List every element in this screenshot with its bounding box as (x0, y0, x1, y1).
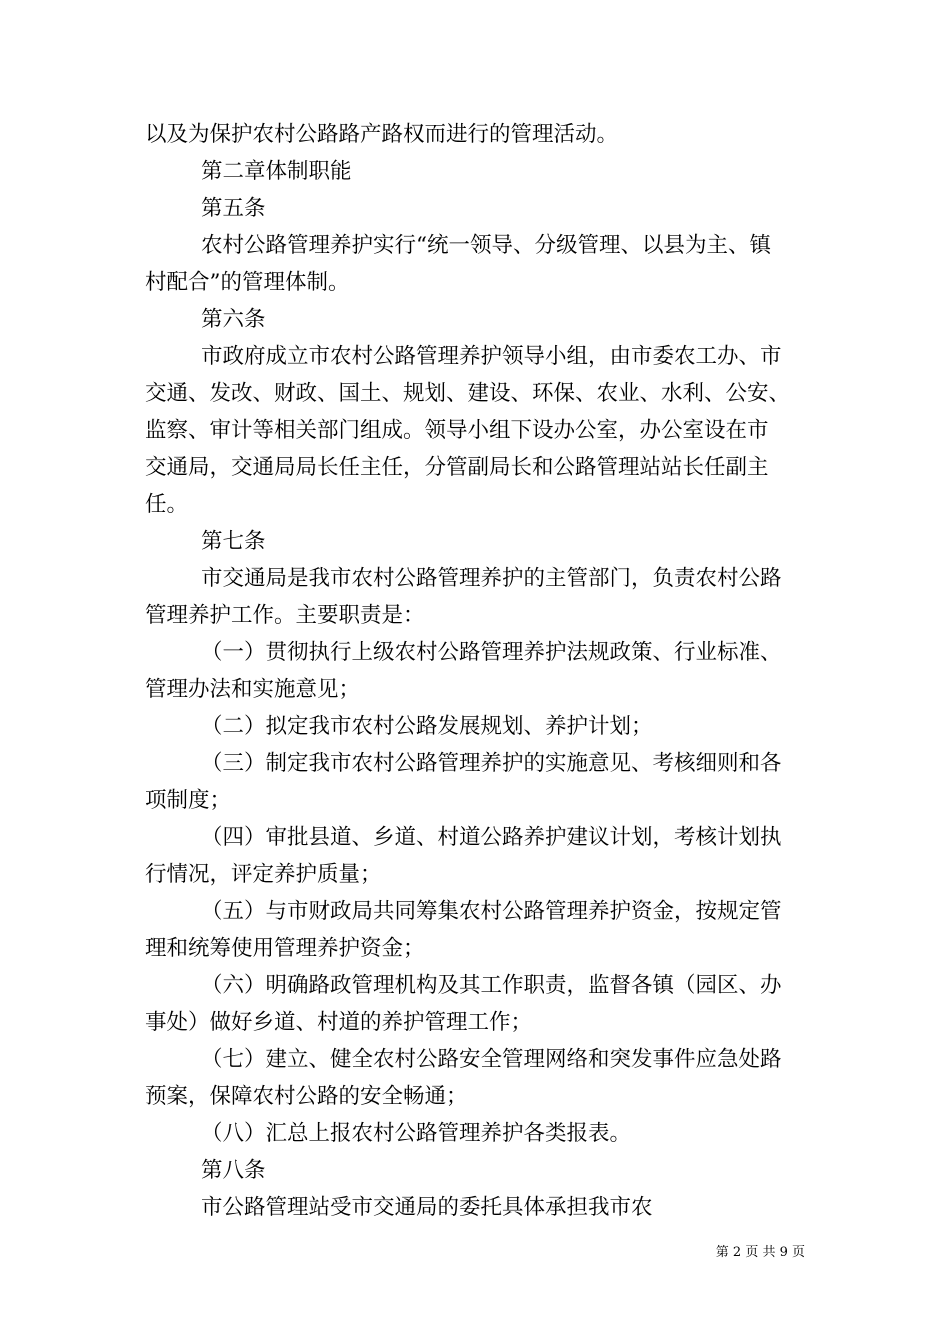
text-line: 监察、审计等相关部门组成。领导小组下设办公室，办公室设在市 (145, 418, 769, 443)
text-line: （一）贯彻执行上级农村公路管理养护法规政策、行业标准、 (201, 640, 782, 665)
text-line: 市交通局是我市农村公路管理养护的主管部门，负责农村公路 (201, 566, 782, 591)
text-line: 事处）做好乡道、村道的养护管理工作； (145, 1010, 533, 1035)
text-line: 理和统筹使用管理养护资金； (145, 936, 425, 961)
text-line: 以及为保护农村公路路产路权而进行的管理活动。 (145, 122, 619, 147)
text-line: （六）明确路政管理机构及其工作职责，监督各镇（园区、办 (201, 973, 782, 998)
text-line: 预案，保障农村公路的安全畅通； (145, 1084, 468, 1109)
text-line: 交通局，交通局局长任主任，分管副局长和公路管理站站长任副主 (145, 455, 769, 480)
text-line: 第八条 (201, 1158, 266, 1183)
text-line: （三）制定我市农村公路管理养护的实施意见、考核细则和各 (201, 751, 782, 776)
text-line: 第五条 (201, 196, 266, 221)
text-line: （二）拟定我市农村公路发展规划、养护计划； (201, 714, 653, 739)
text-line: 第六条 (201, 307, 266, 332)
text-line: 市政府成立市农村公路管理养护领导小组，由市委农工办、市 (201, 344, 782, 369)
page-number: 第 2 页 共 9 页 (715, 1245, 805, 1260)
text-line: （五）与市财政局共同筹集农村公路管理养护资金，按规定管 (201, 899, 782, 924)
text-line: 农村公路管理养护实行“统一领导、分级管理、以县为主、镇 (201, 233, 771, 258)
text-line: 行情况，评定养护质量； (145, 862, 382, 887)
text-line: 管理办法和实施意见； (145, 677, 361, 702)
text-line: （七）建立、健全农村公路安全管理网络和突发事件应急处路 (201, 1047, 782, 1072)
text-line: 管理养护工作。主要职责是： (145, 603, 425, 628)
text-line: 交通、发改、财政、国土、规划、建设、环保、农业、水利、公安、 (145, 381, 791, 406)
text-line: 项制度； (145, 788, 232, 813)
text-line: 市公路管理站受市交通局的委托具体承担我市农 (201, 1195, 653, 1220)
text-line: 村配合”的管理体制。 (145, 270, 350, 295)
text-line: 任。 (145, 492, 189, 517)
text-line: 第七条 (201, 529, 266, 554)
text-line: （四）审批县道、乡道、村道公路养护建议计划，考核计划执 (201, 825, 782, 850)
text-line: 第二章体制职能 (201, 159, 352, 184)
text-line: （八）汇总上报农村公路管理养护各类报表。 (201, 1121, 632, 1146)
document-body (145, 116, 810, 1226)
